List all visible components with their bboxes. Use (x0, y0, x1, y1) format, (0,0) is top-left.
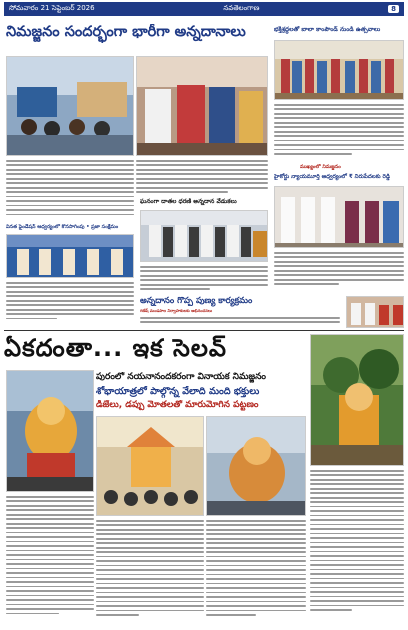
middle-center-headline: ఘనంగా దాతల ధరణి అన్నదాన వేడుకలు (140, 198, 237, 205)
feature-photo-left (6, 370, 94, 492)
top-story-photo-1 (6, 56, 134, 156)
section-divider (4, 330, 404, 331)
middle-right-photo (274, 186, 404, 248)
feature-text-col-3 (206, 520, 306, 626)
feature-photo-center-2 (206, 416, 306, 516)
feature-subhead-1: పురంలో నయనానందకరంగా వినాయక నిమజ్జనం (96, 372, 266, 382)
feature-text-col-4 (310, 470, 404, 626)
page-number: 8 (388, 5, 399, 13)
middle-left-text (6, 282, 134, 324)
feature-text-col-1 (6, 496, 94, 626)
middle-left-photo (6, 234, 134, 278)
masthead-paper-name: నవతెలంగాణ (223, 4, 260, 12)
masthead-date: సోమవారం 21 సెప్టెంబర్ 2026 (9, 4, 95, 12)
middle-right-kicker: ముఖ్యంలో నిమజ్జనం (300, 164, 341, 170)
middle-right-text (274, 252, 404, 292)
middle-center-text (140, 266, 268, 294)
top-story-text-col-1 (6, 160, 134, 222)
feature-photo-center-1 (96, 416, 204, 516)
annadanam-text (140, 317, 340, 327)
top-story-photo-2 (136, 56, 268, 156)
feature-subhead-2: శోభాయాత్రలో పాల్గొన్న వేలాది మంది భక్తులు (96, 386, 260, 397)
feature-photo-right (310, 334, 404, 466)
annadanam-headline: అన్నదానం గొప్ప పుణ్య కార్యక్రమం (140, 296, 253, 306)
middle-left-headline: వినత ఫైండేషన్ ఆధ్వర్యంలో కొనసాగింపు • ప్రజా సంక్షేమం (6, 224, 119, 230)
masthead (4, 2, 404, 16)
right-top-headline: భక్తిశ్రద్ధలతో బాలా కాంపౌండ్ నుండి ఉత్సవాలు (274, 26, 381, 33)
middle-right-headline: హైకోర్టు న్యాయమూర్తి ఆధ్వర్యంలో ₹ నిరుపేదలకు రెడ్డి (274, 174, 391, 180)
right-top-text (274, 104, 404, 162)
feature-banner: ఏకదంతా... ఇక సెలవ్ (4, 334, 227, 362)
top-story-text-col-2 (136, 160, 268, 196)
feature-subhead-3: డీజేలు, డప్పు మోతలతో మారుమోగిన పట్టణం (96, 400, 259, 410)
annadanam-photo (346, 296, 404, 328)
middle-center-photo (140, 210, 268, 262)
top-story-headline: నిమజ్జనం సందర్భంగా భారీగా అన్నదానాలు (6, 24, 246, 40)
annadanam-subline: గణేష్ మండపాల నిర్వాహకులకు అభినందనలు (140, 308, 213, 313)
feature-text-col-2 (96, 520, 204, 626)
right-top-photo (274, 40, 404, 100)
